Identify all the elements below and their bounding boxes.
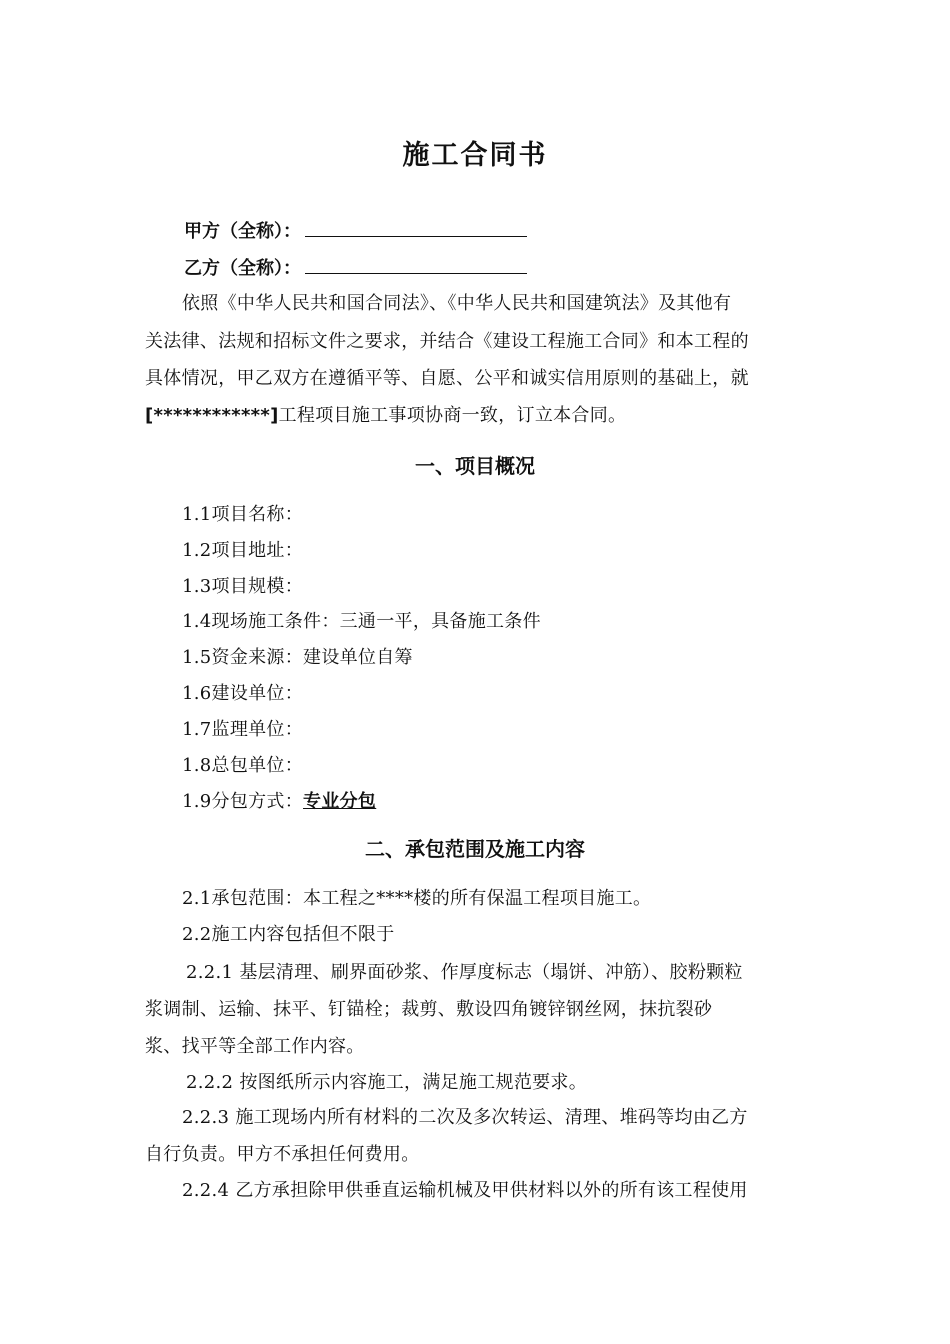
document-title: 施工合同书 xyxy=(402,140,548,171)
item-1-1: 1.1项目名称： xyxy=(182,504,304,525)
party-b-line xyxy=(184,254,527,280)
item-2-2-1-line-1: 2.2.1 基层清理、刷界面砂浆、作厚度标志（塌饼、冲筋）、胶粉颗粒 xyxy=(186,962,743,983)
subcontract-method-value: 专业分包 xyxy=(303,791,377,812)
section-1-heading: 一、项目概况 xyxy=(415,454,535,478)
item-2-2-2: 2.2.2 按图纸所示内容施工，满足施工规范要求。 xyxy=(186,1072,588,1093)
item-2-2-4-line-1: 2.2.4 乙方承担除甲供垂直运输机械及甲供材料以外的所有该工程使用 xyxy=(182,1180,748,1201)
item-1-2: 1.2项目地址： xyxy=(182,540,304,561)
intro-line-4 xyxy=(145,401,626,427)
item-2-1: 2.1承包范围：本工程之****楼的所有保温工程项目施工。 xyxy=(182,888,652,909)
item-2-2-3-line-1: 2.2.3 施工现场内所有材料的二次及多次转运、清理、堆码等均由乙方 xyxy=(182,1107,748,1128)
intro-line-2: 关法律、法规和招标文件之要求，并结合《建设工程施工合同》和本工程的 xyxy=(145,331,749,352)
item-2-2-1-line-2: 浆调制、运输、抹平、钉锚栓；裁剪、敷设四角镀锌钢丝网，抹抗裂砂 xyxy=(145,999,713,1020)
party-b-label: 乙方（全称）： xyxy=(184,258,301,279)
item-1-4: 1.4现场施工条件：三通一平，具备施工条件 xyxy=(182,611,541,632)
party-a-blank[interactable] xyxy=(305,218,527,237)
project-placeholder: [************] xyxy=(145,405,279,426)
party-b-blank[interactable] xyxy=(305,255,527,274)
item-1-8: 1.8总包单位： xyxy=(182,755,304,776)
item-2-2-3-line-2: 自行负责。甲方不承担任何费用。 xyxy=(145,1144,420,1165)
item-1-5: 1.5资金来源：建设单位自筹 xyxy=(182,647,413,668)
section-2-heading: 二、承包范围及施工内容 xyxy=(365,837,585,861)
party-a-label: 甲方（全称）： xyxy=(184,221,301,242)
item-1-7: 1.7监理单位： xyxy=(182,719,304,740)
party-a-line xyxy=(184,217,527,243)
intro-line-1: 依照《中华人民共和国合同法》、《中华人民共和国建筑法》及其他有 xyxy=(182,293,732,314)
intro-line-4-text: 工程项目施工事项协商一致，订立本合同。 xyxy=(278,405,627,426)
item-1-9 xyxy=(182,787,376,813)
item-1-9-label: 1.9分包方式： xyxy=(182,791,304,812)
intro-line-3: 具体情况，甲乙双方在遵循平等、自愿、公平和诚实信用原则的基础上，就 xyxy=(145,368,749,389)
item-2-2: 2.2施工内容包括但不限于 xyxy=(182,924,395,945)
item-1-3: 1.3项目规模： xyxy=(182,576,304,597)
item-1-6: 1.6建设单位： xyxy=(182,683,304,704)
item-2-2-1-line-3: 浆、找平等全部工作内容。 xyxy=(145,1036,365,1057)
